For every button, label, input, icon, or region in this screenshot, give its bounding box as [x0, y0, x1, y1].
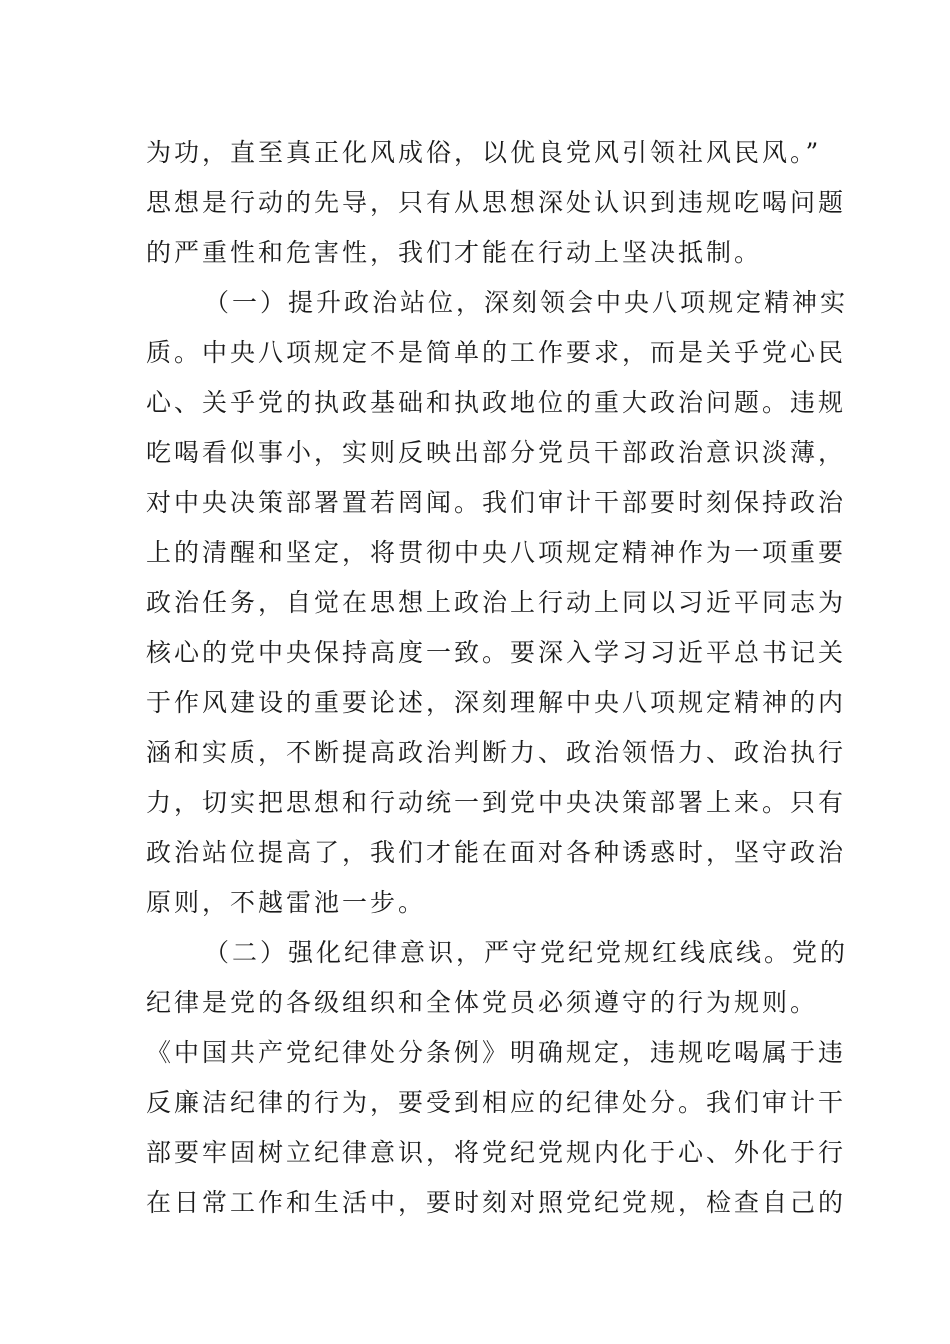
section-heading-2: （二）强化纪律意识，严守党纪党规红线底线。党的 — [204, 938, 849, 967]
text-line: 力，切实把思想和行动统一到党中央决策部署上来。只有 — [146, 788, 847, 817]
text-line: 在日常工作和生活中，要时刻对照党纪党规，检查自己的 — [146, 1188, 847, 1217]
text-line: 于作风建设的重要论述，深刻理解中央八项规定精神的内 — [146, 688, 847, 717]
text-line: 原则，不越雷池一步。 — [146, 888, 427, 917]
text-line: 纪律是党的各级组织和全体党员必须遵守的行为规则。 — [146, 988, 819, 1017]
section-heading-1: （一）提升政治站位，深刻领会中央八项规定精神实 — [204, 288, 849, 317]
text-line: 《中国共产党纪律处分条例》明确规定，违规吃喝属于违 — [146, 1038, 847, 1067]
text-line: 上的清醒和坚定，将贯彻中央八项规定精神作为一项重要 — [146, 538, 847, 567]
text-line: 心、关乎党的执政基础和执政地位的重大政治问题。违规 — [146, 388, 847, 417]
text-line: 吃喝看似事小，实则反映出部分党员干部政治意识淡薄， — [146, 438, 847, 467]
text-line: 质。中央八项规定不是简单的工作要求，而是关乎党心民 — [146, 338, 847, 367]
text-line: 的严重性和危害性，我们才能在行动上坚决抵制。 — [146, 238, 763, 267]
text-line: 核心的党中央保持高度一致。要深入学习习近平总书记关 — [146, 638, 847, 667]
text-line: 涵和实质，不断提高政治判断力、政治领悟力、政治执行 — [146, 738, 847, 767]
text-line: 政治站位提高了，我们才能在面对各种诱惑时，坚守政治 — [146, 838, 847, 867]
text-line: 政治任务，自觉在思想上政治上行动上同以习近平同志为 — [146, 588, 847, 617]
text-line: 思想是行动的先导，只有从思想深处认识到违规吃喝问题 — [146, 188, 847, 217]
body-text — [146, 128, 849, 1228]
text-line: 为功，直至真正化风成俗，以优良党风引领社风民风。” — [146, 138, 822, 167]
text-line: 反廉洁纪律的行为，要受到相应的纪律处分。我们审计干 — [146, 1088, 847, 1117]
text-line: 对中央决策部署置若罔闻。我们审计干部要时刻保持政治 — [146, 488, 847, 517]
text-line: 部要牢固树立纪律意识，将党纪党规内化于心、外化于行 — [146, 1138, 847, 1167]
